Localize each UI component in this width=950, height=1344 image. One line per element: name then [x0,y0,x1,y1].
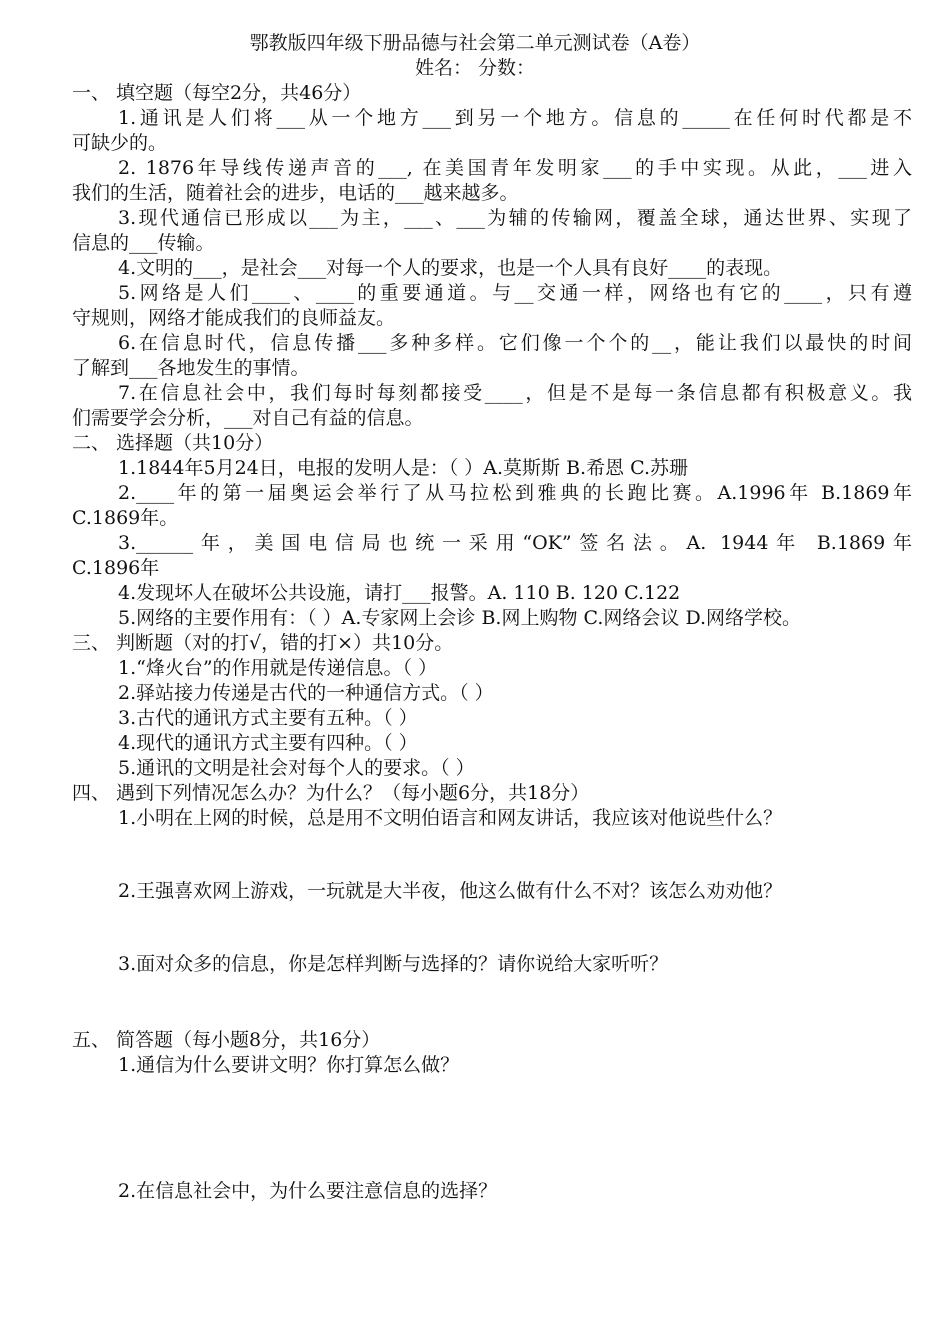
s3-q4: 4.现代的通讯方式主要有四种。（ ） [118,732,418,754]
section-3-heading: 三、 判断题（对的打√，错的打×）共10分。 [72,632,454,654]
s1-q3-line1: 3.现代通信已形成以___为主，___、___为辅的传输网，覆盖全球，通达世界、实现了 [118,207,912,229]
s1-q1-line1: 1.通讯是人们将___从一个地方___到另一个地方。信息的_____在任何时代都是不 [118,107,912,129]
s4-q2: 2.王强喜欢网上游戏，一玩就是大半夜，他这么做有什么不对？该怎么劝劝他？ [118,880,783,902]
s2-q2-line1: 2.____年的第一届奥运会举行了从马拉松到雅典的长跑比赛。A.1996年 B.1869年 [118,482,912,504]
s4-q3: 3.面对众多的信息，你是怎样判断与选择的？请你说给大家听听？ [118,953,669,975]
s2-q2-line2: C.1869年。 [72,507,179,529]
s1-q2-line2: 我们的生活，随着社会的进步，电话的___越来越多。 [72,182,519,204]
s2-q4: 4.发现坏人在破坏公共设施，请打___报警。A. 110 B. 120 C.122 [118,582,681,604]
s1-q7-line1: 7.在信息社会中，我们每时每刻都接受____，但是不是每一条信息都有积极意义。我 [118,382,912,404]
s5-q2: 2.在信息社会中，为什么要注意信息的选择？ [118,1180,498,1202]
s1-q2-line1: 2. 1876年导线传递声音的___, 在美国青年发明家___的手中实现。从此，___进入 [118,157,912,179]
section-5-heading: 五、 简答题（每小题8分，共16分） [72,1029,381,1051]
section-2-heading: 二、 选择题（共10分） [72,432,274,454]
s1-q6-line2: 了解到___各地发生的事情。 [72,357,310,379]
name-score-line: 姓名： 分数： [414,57,536,79]
section-4-heading: 四、 遇到下列情况怎么办？为什么？（每小题6分，共18分） [72,782,590,804]
s2-q3-line1: 3.______年，美国电信局也统一采用“OK”签名法。A. 1944年 B.1869年 [118,532,912,554]
s1-q4: 4.文明的___，是社会___对每一个人的要求，也是一个人具有良好____的表现。 [118,257,783,279]
s3-q1: 1.“烽火台”的作用就是传递信息。（ ） [118,657,438,679]
s1-q3-line2: 信息的___传输。 [72,232,215,254]
s4-q1: 1.小明在上网的时候，总是用不文明伯语言和网友讲话，我应该对他说些什么？ [118,807,783,829]
s3-q3: 3.古代的通讯方式主要有五种。（ ） [118,707,418,729]
s2-q1: 1.1844年5月24日，电报的发明人是：（ ）A.莫斯斯 B.希恩 C.苏珊 [118,457,689,479]
s1-q1-line2: 可缺少的。 [72,132,168,154]
s1-q5-line1: 5.网络是人们____、____的重要通道。与__交通一样，网络也有它的____，只有遵 [118,282,912,304]
section-1-heading: 一、 填空题（每空2分，共46分） [72,82,362,104]
s2-q3-line2: C.1896年 [72,557,160,579]
s1-q6-line1: 6.在信息时代，信息传播___多种多样。它们像一个个的__，能让我们以最快的时间 [118,332,912,354]
s3-q5: 5.通讯的文明是社会对每个人的要求。（ ） [118,757,475,779]
s5-q1: 1.通信为什么要讲文明？你打算怎么做？ [118,1054,460,1076]
s1-q7-line2: 们需要学会分析，___对自己有益的信息。 [72,407,424,429]
s2-q5: 5.网络的主要作用有：（ ）A.专家网上会诊 B.网上购物 C.网络会议 D.网络学校。 [118,607,802,629]
s1-q5-line2: 守规则，网络才能成我们的良师益友。 [72,307,396,329]
s3-q2: 2.驿站接力传递是古代的一种通信方式。（ ） [118,682,494,704]
exam-title: 鄂教版四年级下册品德与社会第二单元测试卷（A卷） [249,32,701,54]
